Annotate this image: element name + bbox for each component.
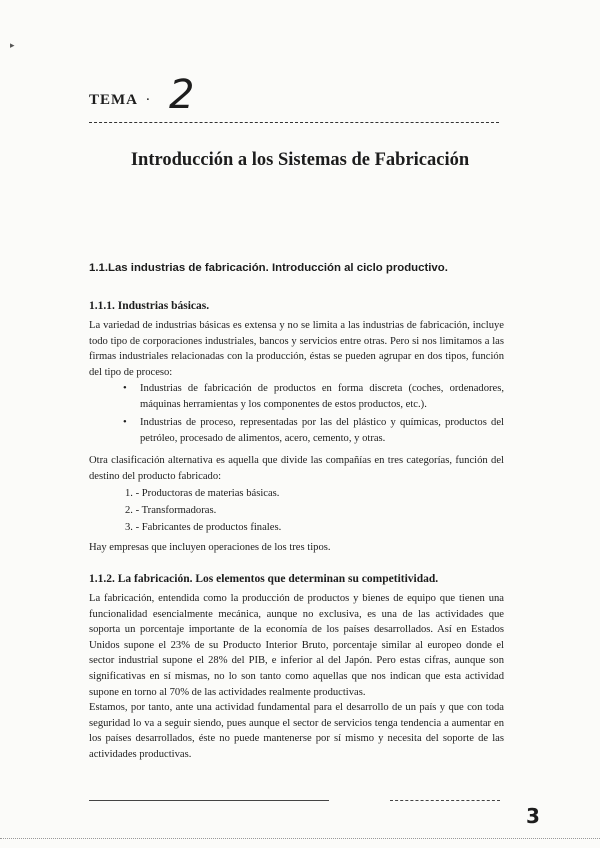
paragraph-classification: Otra clasificación alternativa es aquella que divide las compañías en tres categorías, función del destino del producto fabricado:: [89, 455, 504, 482]
page-number: 3: [526, 804, 540, 828]
numbered-list: [125, 485, 281, 536]
section-heading: 1.1.Las industrias de fabricación. Introducción al ciclo productivo.: [89, 262, 448, 274]
paragraph-intro: La variedad de industrias básicas es extensa y no se limita a las industrias de fabricación, incluye todo tipo de corporaciones industriales, bancos y servicios entre otras. Pero si nos limitamos a las firmas industriales relacionadas con la producción, éstas se pueden agrupar en dos tipos, función del tipo de proceso:: [89, 320, 504, 378]
tema-separator: .: [146, 88, 150, 104]
scan-mark: ▸: [10, 40, 15, 50]
chapter-title: Introducción a los Sistemas de Fabricación: [130, 150, 470, 170]
subsection-heading-2: 1.1.2. La fabricación. Los elementos que determinan su competitividad.: [89, 573, 439, 585]
paragraph-mixed: Hay empresas que incluyen operaciones de los tres tipos.: [89, 542, 331, 553]
bullet-icon: •: [123, 417, 127, 429]
list-item: • Industrias de fabricación de productos en forma discreta (coches, ordenadores, máquinas herramientas y los componentes de estos productos, etc.).: [123, 383, 504, 410]
footer-rule: [89, 800, 329, 801]
list-item: 1. - Productoras de materias básicas.: [125, 488, 280, 499]
list-item: 2. - Transformadoras.: [125, 505, 217, 516]
bullet-icon: •: [123, 383, 127, 394]
paragraph-conclusion: Estamos, por tanto, ante una actividad fundamental para el desarrollo de un país y que con toda seguridad lo va a seguir siendo, pues aunque el sector de servicios tenga tendencia a aumentar en los países desarrollados, éste no puede mantenerse por sí mismo y necesita del soporte de las actividades productivas.: [89, 702, 504, 760]
header-divider: [89, 122, 499, 123]
tema-number: 2: [169, 72, 195, 118]
footer-rule-dashed: [390, 800, 500, 801]
subsection-heading-1: 1.1.1. Industrias básicas.: [89, 300, 210, 312]
tema-label: TEMA: [89, 92, 138, 108]
list-item: 3. - Fabricantes de productos finales.: [125, 522, 282, 533]
bullet-list: [120, 381, 504, 449]
paragraph-manufacturing: La fabricación, entendida como la producción de productos y bienes de equipo que tienen una funcionalidad esencialmente mecánica, aunque no exclusiva, es una de las actividades que soporta un porcentaje importante de la economía de los países desarrollados. Así en Estados Unidos supone el 23% de su Producto Interior Bruto, porcentaje similar al europeo donde el sector industrial supone el 28% del PIB, e inferior al del Japón. Pero estas cifras, aunque son significativas en sí mismas, no lo son tanto como aquellas que nos indican que esta actividad supone en torno al 70% de las actividades realmente productivas.: [89, 593, 504, 698]
scan-edge: [0, 838, 600, 839]
list-item: • Industrias de proceso, representadas por las del plástico y químicas, productos del petróleo, procesado de alimentos, acero, cemento, y otras.: [123, 417, 504, 444]
